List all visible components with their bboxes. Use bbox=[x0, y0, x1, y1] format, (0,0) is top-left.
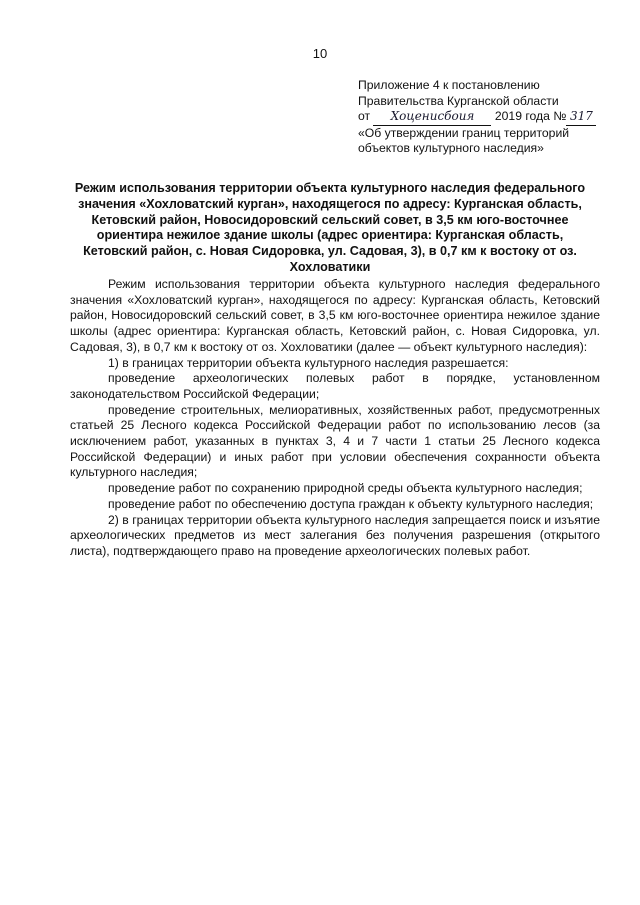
paragraph-archaeological-works: проведение археологических полевых работ в порядке, установленном законодательством Российской Федерации; bbox=[70, 371, 600, 401]
page-number: 10 bbox=[312, 46, 328, 61]
document-body bbox=[70, 277, 600, 560]
handwritten-date: Хоценисбоия bbox=[373, 109, 491, 126]
appendix-line-5: объектов культурного наследия» bbox=[358, 141, 544, 156]
paragraph-item-1: 1) в границах территории объекта культурного наследия разрешается: bbox=[108, 355, 509, 370]
handwritten-number: 317 bbox=[566, 109, 596, 126]
document-title: Режим использования территории объекта культурного наследия федерального значения «Хохловатский курган», находящегося по адресу: Курганская область, Кетовский район, Новосидоровский сельский совет, в 3,5 км юго-восточнее ориентира нежилое здание школы (адрес ориентира: Курганская область, Кетовский район, с. Новая Сидоровка, ул. Садовая, 3), в 0,7 км к востоку от оз. Хохловатики bbox=[74, 181, 586, 274]
date-prefix: от bbox=[358, 109, 371, 124]
appendix-date-line bbox=[358, 109, 618, 126]
year-text: 2019 года № bbox=[494, 109, 567, 124]
appendix-line-2: Правительства Курганской области bbox=[358, 93, 559, 108]
appendix-header bbox=[358, 78, 618, 157]
paragraph-item-2: 2) в границах территории объекта культурного наследия запрещается поиск и изъятие археологических предметов из мест залегания без получения разрешения (открытого листа), подтверждающего право на проведение археологических полевых работ. bbox=[70, 512, 600, 558]
paragraph-public-access: проведение работ по обеспечению доступа граждан к объекту культурного наследия; bbox=[108, 496, 594, 511]
paragraph-intro: Режим использования территории объекта культурного наследия федерального значения «Хохловатский курган», находящегося по адресу: Курганская область, Кетовский район, Новосидоровский сельский совет, в 3,5 км юго-восточнее ориентира нежилое здание школы (адрес ориентира: Курганская область, Кетовский район, с. Новая Сидоровка, ул. Садовая, 3), в 0,7 км к востоку от оз. Хохловатики (далее — объект культурного наследия): bbox=[70, 277, 600, 354]
paragraph-nature-preservation: проведение работ по сохранению природной среды объекта культурного наследия; bbox=[108, 481, 583, 496]
appendix-line-4: «Об утверждении границ территорий bbox=[358, 125, 570, 140]
paragraph-construction-works: проведение строительных, мелиоративных, хозяйственных работ, предусмотренных статьей 25 Лесного кодекса Российской Федерации работ по использованию лесов (за исключением работ, указанных в пунктах 3, 4 и 7 части 1 статьи 25 Лесного кодекса Российской Федерации) и иных работ при условии обеспечения сохранности объекта культурного наследия; bbox=[70, 402, 600, 480]
appendix-line-1: Приложение 4 к постановлению bbox=[358, 78, 540, 92]
